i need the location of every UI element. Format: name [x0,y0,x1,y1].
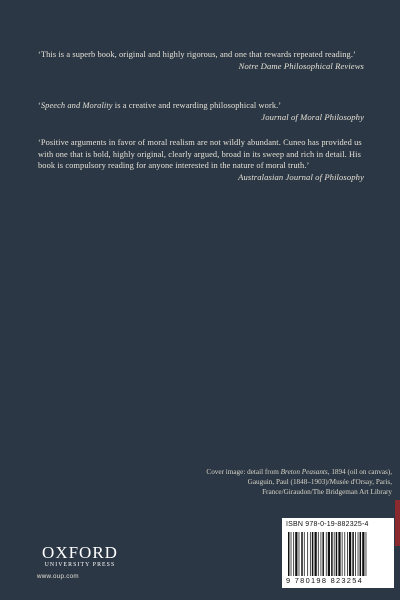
isbn-label: ISBN 978-0-19-882325-4 [286,521,369,528]
barcode-digits: 9 780198 823254 [286,576,364,585]
quote-text: ‘Positive arguments in favor of moral realism are not wildly abundant. Cuneo has provided us with one that is bold, highly original, clearly argued, broad in its sweep and rich in detail. His book is compulsory reading for anyone interested in the nature of moral truth.’ [38,138,362,171]
quote-text [38,100,364,112]
barcode [282,518,394,588]
credit-suffix: , 1894 (oil on canvas), Gauguin, Paul (1848–1903)/Musée d'Orsay, Paris, France/Giraudon/The Bridgeman Art Library [247,468,392,496]
quote-open: ‘ [38,101,41,110]
logo-main: OXFORD [42,543,118,562]
book-title: Speech and Morality [40,101,113,110]
review-quote-1 [38,49,364,72]
quote-text: ‘This is a superb book, original and highly rigorous, and one that rewards repeated reading.’ [38,50,356,59]
barcode-bars [288,532,388,576]
quote-source: Notre Dame Philosophical Reviews [238,60,364,71]
publisher-logo [37,545,123,568]
review-quote-2 [38,100,364,123]
quote-source: Australasian Journal of Philosophy [238,171,364,182]
logo-sub: UNIVERSITY PRESS [44,562,116,568]
review-quote-3 [38,137,364,183]
credit-prefix: Cover image: detail from [206,468,281,476]
quote-rest: is a creative and rewarding philosophical work.’ [112,101,282,110]
cover-image-credit [196,467,392,497]
publisher-url[interactable]: www.oup.com [37,573,79,580]
quote-source: Journal of Moral Philosophy [261,111,364,122]
credit-artwork: Breton Peasants [280,468,328,476]
spine-accent-strip [395,500,400,546]
